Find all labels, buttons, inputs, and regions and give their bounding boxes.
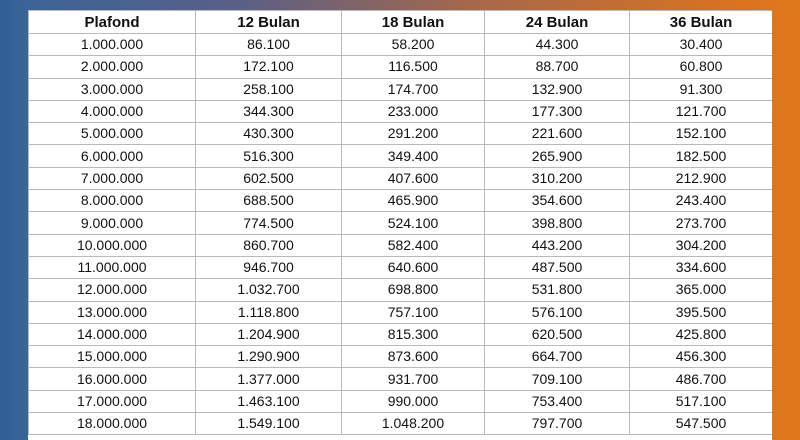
bulan-12-cell: 860.700 xyxy=(196,234,342,256)
bulan-36-cell: 243.400 xyxy=(630,190,773,212)
bulan-24-cell: 797.700 xyxy=(485,413,630,435)
bulan-24-cell: 620.500 xyxy=(485,323,630,345)
plafond-cell: 14.000.000 xyxy=(29,323,196,345)
plafond-cell: 10.000.000 xyxy=(29,234,196,256)
plafond-cell: 7.000.000 xyxy=(29,167,196,189)
bulan-36-cell: 182.500 xyxy=(630,145,773,167)
bulan-18-cell: 815.300 xyxy=(342,323,485,345)
bulan-18-cell: 1.048.200 xyxy=(342,413,485,435)
table-row xyxy=(29,234,773,256)
bulan-24-cell: 753.400 xyxy=(485,390,630,412)
bulan-18-cell: 58.200 xyxy=(342,34,485,56)
plafond-cell: 8.000.000 xyxy=(29,190,196,212)
bulan-18-cell: 407.600 xyxy=(342,167,485,189)
bulan-18-cell: 174.700 xyxy=(342,78,485,100)
bulan-18-cell: 698.800 xyxy=(342,279,485,301)
plafond-cell: 18.000.000 xyxy=(29,413,196,435)
bulan-12-cell: 602.500 xyxy=(196,167,342,189)
bulan-36-cell: 547.500 xyxy=(630,413,773,435)
header-24-bulan: 24 Bulan xyxy=(485,11,630,34)
bulan-24-cell: 132.900 xyxy=(485,78,630,100)
bulan-24-cell: 221.600 xyxy=(485,123,630,145)
table-row xyxy=(29,413,773,435)
bulan-12-cell: 1.549.100 xyxy=(196,413,342,435)
bulan-12-cell: 258.100 xyxy=(196,78,342,100)
table-row xyxy=(29,34,773,56)
bulan-18-cell: 640.600 xyxy=(342,256,485,278)
bulan-12-cell: 1.463.100 xyxy=(196,390,342,412)
bulan-12-cell: 946.700 xyxy=(196,256,342,278)
bulan-18-cell: 116.500 xyxy=(342,56,485,78)
bulan-12-cell: 516.300 xyxy=(196,145,342,167)
bulan-36-cell: 486.700 xyxy=(630,368,773,390)
bulan-36-cell: 60.800 xyxy=(630,56,773,78)
bulan-36-cell: 152.100 xyxy=(630,123,773,145)
table-row xyxy=(29,256,773,278)
bulan-18-cell: 990.000 xyxy=(342,390,485,412)
bulan-12-cell: 1.290.900 xyxy=(196,346,342,368)
table-row xyxy=(29,56,773,78)
bulan-36-cell: 425.800 xyxy=(630,323,773,345)
bulan-24-cell: 354.600 xyxy=(485,190,630,212)
bulan-24-cell: 44.300 xyxy=(485,34,630,56)
table-row xyxy=(29,123,773,145)
bulan-18-cell: 931.700 xyxy=(342,368,485,390)
bulan-36-cell: 273.700 xyxy=(630,212,773,234)
installment-table-card xyxy=(28,10,772,440)
bulan-36-cell: 334.600 xyxy=(630,256,773,278)
table-row xyxy=(29,279,773,301)
plafond-cell: 9.000.000 xyxy=(29,212,196,234)
table-row xyxy=(29,368,773,390)
table-row xyxy=(29,323,773,345)
table-row xyxy=(29,212,773,234)
header-row xyxy=(29,11,773,34)
bulan-12-cell: 1.032.700 xyxy=(196,279,342,301)
bulan-12-cell: 1.204.900 xyxy=(196,323,342,345)
bulan-36-cell: 304.200 xyxy=(630,234,773,256)
bulan-24-cell: 487.500 xyxy=(485,256,630,278)
bulan-36-cell: 121.700 xyxy=(630,100,773,122)
plafond-cell: 15.000.000 xyxy=(29,346,196,368)
plafond-cell: 11.000.000 xyxy=(29,256,196,278)
bulan-24-cell: 576.100 xyxy=(485,301,630,323)
bulan-24-cell: 709.100 xyxy=(485,368,630,390)
table-row xyxy=(29,390,773,412)
bulan-36-cell: 456.300 xyxy=(630,346,773,368)
bulan-12-cell: 688.500 xyxy=(196,190,342,212)
table-row xyxy=(29,346,773,368)
bulan-12-cell: 1.118.800 xyxy=(196,301,342,323)
bulan-18-cell: 757.100 xyxy=(342,301,485,323)
table-row xyxy=(29,78,773,100)
bulan-12-cell: 774.500 xyxy=(196,212,342,234)
bulan-18-cell: 582.400 xyxy=(342,234,485,256)
bulan-18-cell: 349.400 xyxy=(342,145,485,167)
bulan-18-cell: 524.100 xyxy=(342,212,485,234)
bulan-12-cell: 430.300 xyxy=(196,123,342,145)
table-row xyxy=(29,167,773,189)
bulan-36-cell: 365.000 xyxy=(630,279,773,301)
header-12-bulan: 12 Bulan xyxy=(196,11,342,34)
plafond-cell: 16.000.000 xyxy=(29,368,196,390)
plafond-cell: 12.000.000 xyxy=(29,279,196,301)
bulan-24-cell: 265.900 xyxy=(485,145,630,167)
header-plafond: Plafond xyxy=(29,11,196,34)
bulan-36-cell: 91.300 xyxy=(630,78,773,100)
bulan-24-cell: 531.800 xyxy=(485,279,630,301)
bulan-18-cell: 233.000 xyxy=(342,100,485,122)
bulan-12-cell: 86.100 xyxy=(196,34,342,56)
bulan-12-cell: 172.100 xyxy=(196,56,342,78)
plafond-cell: 5.000.000 xyxy=(29,123,196,145)
bulan-18-cell: 465.900 xyxy=(342,190,485,212)
plafond-cell: 1.000.000 xyxy=(29,34,196,56)
header-36-bulan: 36 Bulan xyxy=(630,11,773,34)
bulan-18-cell: 873.600 xyxy=(342,346,485,368)
bulan-24-cell: 88.700 xyxy=(485,56,630,78)
bulan-24-cell: 398.800 xyxy=(485,212,630,234)
plafond-cell: 17.000.000 xyxy=(29,390,196,412)
bulan-24-cell: 310.200 xyxy=(485,167,630,189)
bulan-36-cell: 212.900 xyxy=(630,167,773,189)
plafond-cell: 2.000.000 xyxy=(29,56,196,78)
bulan-18-cell: 291.200 xyxy=(342,123,485,145)
bulan-36-cell: 517.100 xyxy=(630,390,773,412)
table-row xyxy=(29,301,773,323)
table-row xyxy=(29,100,773,122)
plafond-cell: 4.000.000 xyxy=(29,100,196,122)
plafond-cell: 3.000.000 xyxy=(29,78,196,100)
installment-table xyxy=(28,10,772,435)
table-row xyxy=(29,190,773,212)
plafond-cell: 6.000.000 xyxy=(29,145,196,167)
bulan-24-cell: 664.700 xyxy=(485,346,630,368)
bulan-36-cell: 395.500 xyxy=(630,301,773,323)
table-body xyxy=(29,34,773,435)
table-header xyxy=(29,11,773,34)
bulan-24-cell: 443.200 xyxy=(485,234,630,256)
plafond-cell: 13.000.000 xyxy=(29,301,196,323)
header-18-bulan: 18 Bulan xyxy=(342,11,485,34)
bulan-24-cell: 177.300 xyxy=(485,100,630,122)
table-row xyxy=(29,145,773,167)
bulan-12-cell: 344.300 xyxy=(196,100,342,122)
bulan-12-cell: 1.377.000 xyxy=(196,368,342,390)
bulan-36-cell: 30.400 xyxy=(630,34,773,56)
